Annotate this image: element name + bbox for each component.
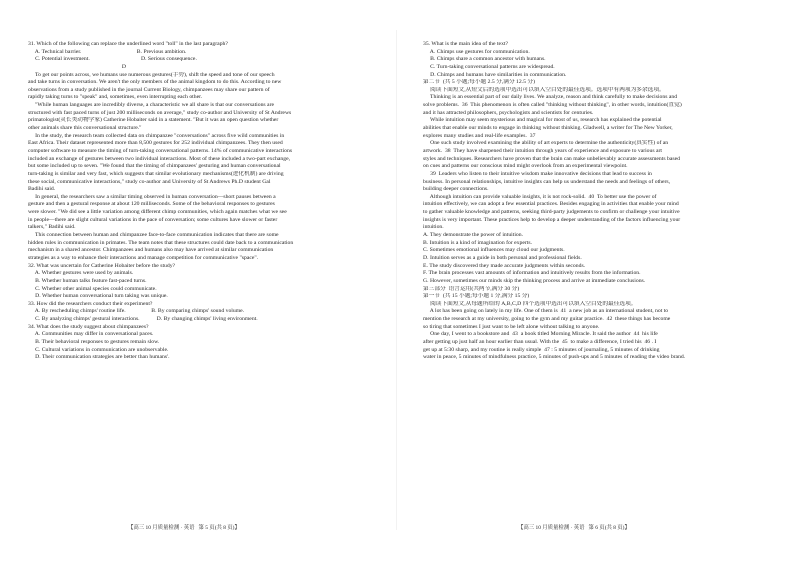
text-line: rapidly taking turns to "speak" and, sometimes, even interrupting each other. (28, 94, 203, 101)
text-line: water in peace, 5 minutes of mindfulness practice, 5 minutes of push-ups and 5 minutes of reading the video brand. (423, 354, 686, 361)
text-line: so tiring that sometimes I just want to be left alone without talking to anyone. (423, 323, 600, 330)
text-line: to gather valuable knowledge and patterns, seeking third-party judgements to confirm or challenge your intuitive (423, 209, 680, 216)
text-line: styles and techniques. Researchers have proven that the brain can make unbelievably accurate assessments based (423, 155, 680, 162)
text-line: E. The study discovered they made accurate judgments within seconds. (423, 262, 586, 269)
text-line: computer software to measure the timing of turn-taking conversational patterns. 14% of communicative interactions (28, 147, 293, 154)
text-line: included an exchange of gestures between two individual interactions. Most of these included a two-part exchange, (28, 155, 291, 162)
text-line: 阅读下面短文,从短文后的选项中选出可以填入空白处的最佳选项。选项中有两项为多余选项。 (423, 86, 665, 93)
text-line: A. Communities may differ in conversational paces. (28, 331, 154, 338)
text-line: abilities that enable our minds to engage in thinking without thinking. Gladwell, a writer for The New Yorker, (423, 125, 673, 132)
text-line: get up at 5:30 sharp, and my routine is really simple 47 : 5 minutes of journaling, 5 minutes of drinking (423, 346, 660, 353)
text-line: B. Intuition is a kind of imagination for experts. (423, 239, 532, 246)
text-line: C. Potential investment. D. Serious consequence. (28, 56, 197, 63)
text-line: Badihi said. (28, 186, 56, 193)
text-line: artwork. 38 They have sharpened their intuition through years of experience and exposure to various art (423, 147, 663, 154)
text-line: structured with fast paced turns of just 200 milliseconds on average," study co-author and University of St Andrews (28, 109, 292, 116)
text-line: in people—there are slight cultural variations in the pace of conversation; some cultures have slower or faster (28, 216, 278, 223)
text-line: East Africa. Their dataset represented more than 8,500 gestures for 252 individual chimpanzees. They then used (28, 140, 283, 147)
text-line: talkers," Badihi said. (28, 224, 76, 231)
text-line: after getting up just half an hour earlier than usual. With the 45 to make a difference, I tried his 46 . I (423, 338, 657, 345)
text-line: C. By analyzing chimps' gestural interactions. D. By changing chimps' living environment. (28, 316, 258, 323)
text-line: D. Whether human conversational turn taking was unique. (28, 293, 168, 300)
text-line: 39 Leaders who listen to their intuitive wisdom make innovative decisions that lead to success in (423, 170, 652, 177)
text-line: hidden rules in communication in primates. The team notes that these structures could date back to a communication (28, 239, 294, 246)
text-line: observations from a study published in the journal Current Biology, chimpanzees may share our pattern of (28, 86, 270, 93)
text-line: solve problems. 36 This phenomenon is often called "thinking without thinking", in other words, intuition(直觉) (423, 102, 682, 109)
text-line: 35. What is the main idea of the text? (423, 41, 509, 47)
text-line: While intuition may seem mysterious and magical for most of us, research has explained the potential (423, 117, 662, 124)
text-line: these social, communicative interactions," study co-author and University of St Andrews Ph.D student Gal (28, 178, 271, 185)
text-line: other animals share this conversational structure." (28, 125, 142, 132)
text-line: B. Whether human talks feature fast-paced turns. (28, 277, 147, 284)
text-line: A. They demonstrate the power of intuition. (423, 232, 524, 239)
text-line: were slower. "We did see a little variation among different chimp communities, which again matches what we see (28, 209, 287, 216)
text-line: 第一节 (共 15 小题;每小题 1 分,满分 15 分) (423, 293, 530, 300)
text-line: To get our points across, we humans use numerous gestures(手势), shift the speed and tone of our speech (28, 71, 275, 78)
text-line: 31. Which of the following can replace the underlined word "toll" in the last paragraph? (28, 41, 228, 47)
text-line: insights is very important. These practices help to develop a deeper understanding of the factors influencing your (423, 216, 681, 223)
text-line: C. Sometimes emotional influences may cloud our judgments. (423, 247, 565, 254)
text-line: primatologist(灵长类动物学家) Catherine Hobaiter said in a statement. "But it was an open question whether (28, 117, 279, 124)
text-line: 阅读下面短文,从每题所给的 A,B,C,D 四个选项中选出可以填入空白处的最佳选项。 (423, 300, 637, 307)
text-line: 33. How did the researchers conduct their experiment? (28, 300, 153, 307)
text-line: turn-taking is similar and very fast, which suggests that similar evolutionary mechanisms(进化机制) are driving (28, 170, 284, 177)
text-line: mechanism in a shared ancestor. Chimpanzees and humans also may have arrived at similar communication (28, 247, 274, 254)
text-line: intuition effectively, we can adopt a few essential practices. Besides engaging in activities that enable your mind (423, 201, 679, 208)
text-line: A lot has been going on lately in my life. One of them is 41 a new job as an international student, not to (423, 308, 669, 315)
text-line: D. Intuition serves as a guide in both personal and professional fields. (423, 254, 582, 261)
text-line: 第三部分 语言运用(共两节,满分 30 分) (423, 285, 520, 292)
text-line: 32. What was uncertain for Catherine Hobaiter before the study? (28, 262, 176, 269)
text-line: gesture and then a gestural response at about 120 milliseconds. Some of the behavioral responses to gestures (28, 201, 275, 208)
text-line: business. In personal relationships, intuitive insights can help us understand the needs and feelings of others, (423, 178, 671, 185)
text-line: but some included up to seven. "We found that the timing of chimpanzees' gesturing and human conversational (28, 163, 281, 170)
text-line: on cues and patterns our conscious mind might overlook from an experimental viewpoint. (423, 163, 628, 170)
text-line: explores many studies and real-life examples. 37 (423, 132, 536, 139)
text-line: B. Their behavioral responses to gestures remain slow. (28, 338, 160, 345)
text-line: A. Chimps use gestures for communication. (423, 48, 530, 55)
text-line: B. Chimps share a common ancestor with humans. (423, 56, 546, 63)
text-line: In general, the researchers saw a similar timing observed in human conversation—short pauses between a (28, 193, 276, 200)
text-line: One day, I went to a bookstore and 43 a book titled Morning Miracle. It said the author 44 his life (423, 331, 658, 338)
text-line: F. The brain processes vast amounts of information and intuitively results from the information. (423, 270, 641, 277)
left-page-column (28, 41, 381, 362)
text-line: building deeper connections. (423, 186, 489, 193)
text-line: C. Whether other animal species could communicate. (28, 285, 157, 292)
text-line: intuition. (423, 224, 444, 231)
text-line: This connection between human and chimpanzee face-to-face communication indicates that there are some (28, 232, 279, 239)
text-line: and take turns in conversation. We aren't the only members of the animal kingdom to do this. According to new (28, 79, 282, 86)
text-line: One such study involved examining the ability of art experts to determine the authenticity(真实性) of an (423, 140, 669, 147)
text-line: Thinking is an essential part of our daily lives. We analyze, reason and think carefully to make decisions and (423, 94, 678, 101)
text-line: D (28, 63, 126, 70)
text-line: A. By rescheduling chimps' routine life. B. By comparing chimps' sound volume. (28, 308, 245, 315)
text-line: D. Chimps and humans have similarities in communication. (423, 71, 567, 78)
text-line: strategies as a way to enhance their interactions and manage competition for communicative "space". (28, 254, 259, 261)
right-page-footer: 【高三 10 月质量检测 · 英语 第 6 页(共 8 页)】 (518, 525, 630, 531)
text-line: A. Whether gestures were used by animals. (28, 270, 134, 277)
text-line: C. Turn-taking conversational patterns are widespread. (423, 63, 555, 70)
text-line: C. Cultural variations in communication are unobservable. (28, 346, 169, 353)
text-line: 第二节 (共 5 小题;每小题 2.5 分,满分 12.5 分) (423, 79, 536, 86)
text-line: In the study, the research team collected data on chimpanzee "conversations" across five wild communities in (28, 132, 285, 139)
text-line: A. Technical barrier. B. Previous ambition. (28, 48, 187, 55)
left-page-footer: 【高三 10 月质量检测 · 英语 第 5 页(共 8 页)】 (128, 525, 240, 531)
text-line: G. However, sometimes our minds skip the thinking process and arrive at immediate conclusions. (423, 277, 646, 284)
text-line: D. Their communication strategies are better than humans'. (28, 354, 170, 361)
text-line: "While human languages are incredibly diverse, a characteristic we all share is that our conversations are (28, 102, 274, 109)
page-gutter (396, 30, 397, 530)
text-line: 34. What does the study suggest about chimpanzees? (28, 323, 149, 330)
text-line: mention the research at my university, going to the gym and my guitar practice. 42 these things has become (423, 316, 671, 323)
text-line: and it has attracted philosophers, psychologists and scientists for centuries. (423, 109, 594, 116)
text-line: Although intuition can provide valuable insights, it is not rock-solid. 40 To better use the power of (423, 193, 657, 200)
right-page-column (423, 41, 776, 362)
